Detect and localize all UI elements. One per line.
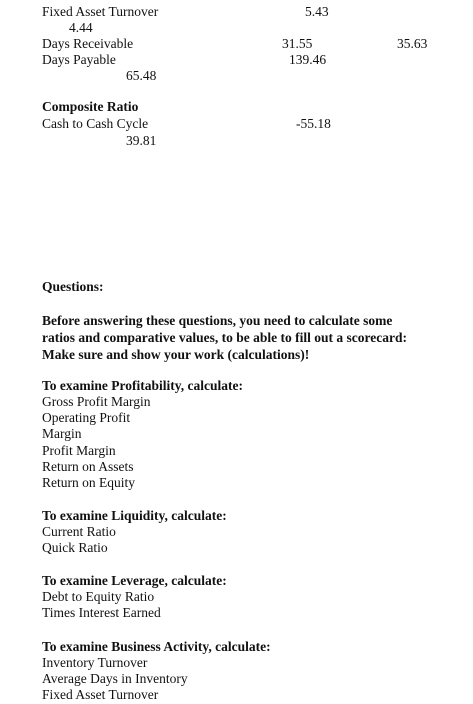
list-item: Fixed Asset Turnover — [42, 687, 159, 703]
list-item: Operating Profit — [42, 410, 131, 426]
list-item: Times Interest Earned — [42, 605, 161, 621]
leverage-heading: To examine Leverage, calculate: — [42, 573, 227, 588]
profitability-section — [42, 377, 243, 491]
days-payable-label: Days Payable — [42, 52, 116, 67]
list-item: Debt to Equity Ratio — [42, 589, 155, 604]
list-item: Return on Equity — [42, 475, 135, 491]
fixed-asset-turnover-value-2: 4.44 — [69, 20, 93, 35]
days-receivable-value-2: 35.63 — [397, 36, 428, 51]
intro-line: Make sure and show your work (calculations)! — [42, 347, 310, 362]
list-item: Margin — [42, 426, 82, 442]
questions-intro — [42, 312, 462, 363]
liquidity-heading: To examine Liquidity, calculate: — [42, 508, 227, 523]
list-item: Return on Assets — [42, 458, 134, 474]
cash-cycle-label: Cash to Cash Cycle — [42, 116, 149, 131]
cash-cycle-value-2: 39.81 — [126, 133, 157, 148]
leverage-section — [42, 572, 227, 621]
cash-cycle-value-1: -55.18 — [296, 116, 331, 131]
fixed-asset-turnover-value-1: 5.43 — [305, 4, 329, 19]
fixed-asset-turnover-label: Fixed Asset Turnover — [42, 4, 159, 19]
activity-section — [42, 638, 271, 704]
questions-heading: Questions: — [42, 279, 104, 294]
intro-line: Before answering these questions, you need to calculate some — [42, 313, 393, 328]
days-payable-value-2: 65.48 — [126, 68, 157, 83]
list-item: Average Days in Inventory — [42, 671, 188, 687]
days-receivable-value-1: 31.55 — [282, 36, 313, 51]
days-payable-value-1: 139.46 — [289, 52, 327, 67]
profitability-heading: To examine Profitability, calculate: — [42, 378, 243, 393]
liquidity-section — [42, 507, 227, 556]
list-item: Gross Profit Margin — [42, 394, 151, 409]
list-item: Profit Margin — [42, 442, 116, 458]
list-item: Current Ratio — [42, 524, 116, 539]
list-item: Quick Ratio — [42, 540, 108, 556]
intro-line: ratios and comparative values, to be able to fill out a scorecard: — [42, 330, 407, 345]
days-receivable-label: Days Receivable — [42, 36, 134, 51]
activity-heading: To examine Business Activity, calculate: — [42, 639, 271, 654]
composite-ratio-heading: Composite Ratio — [42, 99, 139, 114]
list-item: Inventory Turnover — [42, 655, 148, 670]
